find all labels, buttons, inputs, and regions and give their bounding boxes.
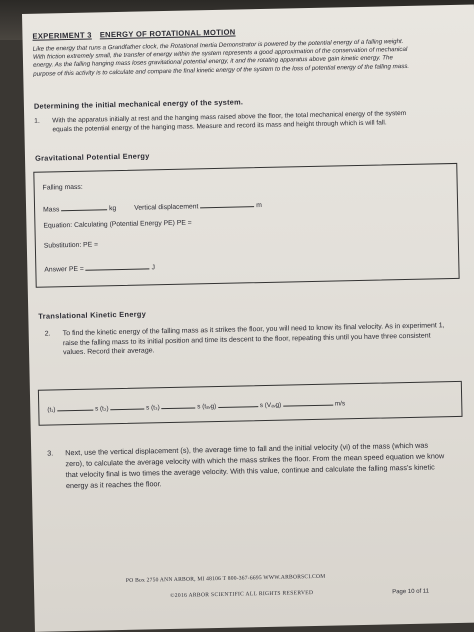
page-number: Page 10 of 11 <box>392 588 430 596</box>
section-heading-initial-energy: Determining the initial mechanical energy of the system. <box>33 97 244 111</box>
m-unit: m <box>256 202 262 210</box>
mass-blank[interactable] <box>61 201 107 211</box>
j-unit: J <box>151 264 156 272</box>
time-answer-box <box>38 381 463 426</box>
gpe-answer-box <box>33 163 459 288</box>
step-2-text: To find the kinetic energy of the falling mass as it strikes the floor, you will need to know its final velocity. As in experiment 1, raise the falling mass to its initial position and time its descent to the floor, repeating this until you have three consistent values. Record their average. <box>62 322 445 357</box>
step-1 <box>34 110 414 136</box>
step-1-text: With the apparatus initially at rest and the hanging mass raised above the floor, the total mechanical energy of the system equals the potential energy of the hanging mass. Measure and record its mass and height through which is will fall. <box>52 109 407 134</box>
worksheet-page <box>22 5 474 632</box>
step-3-number: 3. <box>47 448 54 458</box>
answer-blank[interactable] <box>86 260 150 270</box>
vavg-blank[interactable] <box>283 397 333 407</box>
vertical-displacement-label: Vertical displacement <box>134 203 199 212</box>
step-2-number: 2. <box>44 330 51 338</box>
tavg-label: s (tₐᵥg) <box>197 403 217 411</box>
time-row <box>47 396 345 413</box>
answer-label: Answer PE = <box>44 265 84 274</box>
footer-address: PO Box 2750 ANN ARBOR, MI 48106 T 800-367-6695 WWW.ARBORSCI.COM <box>125 573 326 584</box>
t2-label: s (t₂) <box>94 405 109 413</box>
footer-copyright: ©2016 ARBOR SCIENTIFIC ALL RIGHTS RESERVED <box>170 590 314 600</box>
substitution-label: Substitution: PE = <box>43 241 99 250</box>
experiment-number: EXPERIMENT 3 <box>32 30 92 41</box>
intro-paragraph: Like the energy that runs a Grandfather clock, the Rotational Inertia Demonstrator is powered by the potential energy of a falling weight. With friction extremely small, the transfer of energy within the system represents a good approximation of the conservation of mechanical energy. As the falling hanging mass loses gravitational potential energy, it and the rotating apparatus above gain kinetic energy. The purpose of this activity is to calculate and compare the final kinetic energy of the system to the loss of potential energy of the falling mass. <box>32 38 410 78</box>
experiment-subtitle: ENERGY OF ROTATIONAL MOTION <box>99 27 236 40</box>
gpe-heading: Gravitational Potential Energy <box>34 151 150 163</box>
falling-mass-label: Falling mass: <box>42 183 83 192</box>
t3-blank[interactable] <box>161 399 195 409</box>
experiment-title <box>32 28 235 41</box>
step-3-text: Next, use the vertical displacement (s), the average time to fall and the initial velocity (vi) of the mass (which was zero), to calculate the average velocity with which the mass strikes the floor. From the mean speed equation we know that velocity final is two times the average velocity. With this value, continue and calculate the falling mass's kinetic energy as it reaches the floor. <box>65 440 445 491</box>
vavg-label: s (Vₐᵥg) <box>259 401 282 410</box>
t2-blank[interactable] <box>110 401 144 411</box>
tke-heading: Translational Kinetic Energy <box>38 309 147 321</box>
kg-unit: kg <box>109 205 117 213</box>
answer-row <box>44 260 155 273</box>
mass-row <box>43 198 262 214</box>
vertical-displacement-blank[interactable] <box>200 198 254 208</box>
step-1-number: 1. <box>34 117 40 125</box>
equation-label: Equation: Calculating (Potential Energy PE) PE = <box>43 219 192 230</box>
t3-label: s (t₃) <box>146 404 160 412</box>
t1-blank[interactable] <box>57 402 93 412</box>
mass-label: Mass <box>43 206 60 214</box>
tavg-blank[interactable] <box>218 398 258 408</box>
step-2 <box>45 321 446 358</box>
ms-unit: m/s <box>334 400 346 408</box>
t1-label: (t₁) <box>47 406 56 414</box>
step-3 <box>47 439 448 491</box>
